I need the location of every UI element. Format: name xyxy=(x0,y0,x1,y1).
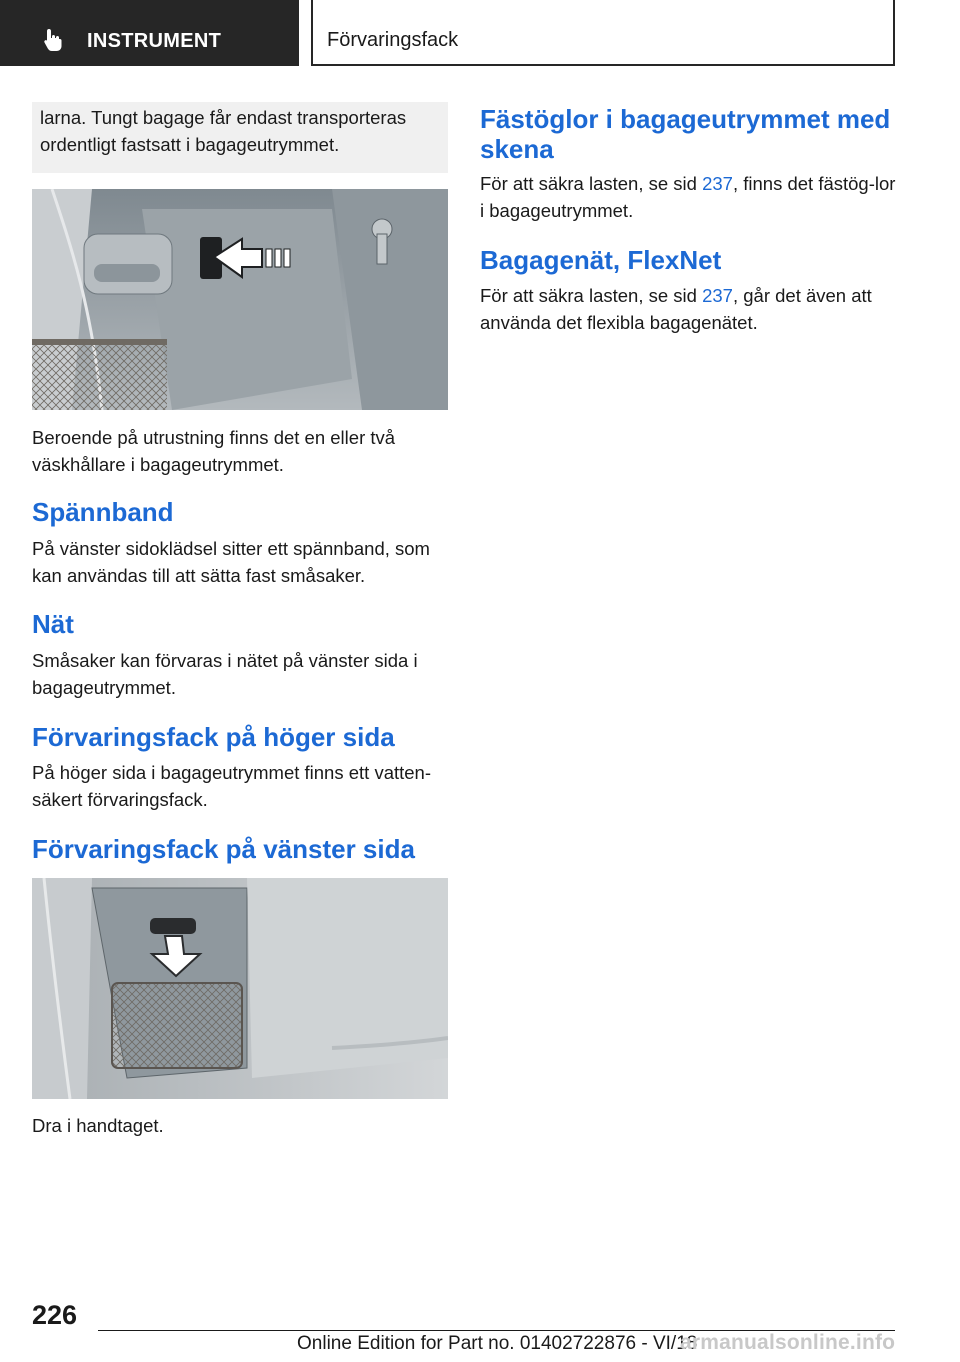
right-side-paragraph: På höger sida i bagageutrymmet finns ett vatten-säkert förvaringsfack. xyxy=(32,762,431,810)
strap-paragraph: På vänster sidoklädsel sitter ett spännband, som kan användas till att sätta fast småsaker. xyxy=(32,538,430,586)
heading-strap: Spännband xyxy=(32,497,174,527)
heading-flexnet: Bagagenät, FlexNet xyxy=(480,245,722,275)
lashing-paragraph xyxy=(480,170,898,224)
heading-right-side-compartment: Förvaringsfack på höger sida xyxy=(32,722,395,752)
pointing-hand-icon xyxy=(40,27,66,53)
heading-lashing-eyes: Fästöglor i bagageutrymmet med skena xyxy=(480,104,891,164)
section-title: Förvaringsfack xyxy=(327,29,459,51)
lashing-text: För att säkra lasten, se sid xyxy=(480,173,703,194)
flexnet-paragraph xyxy=(480,282,898,336)
section-header xyxy=(311,0,895,66)
pull-handle-paragraph: Dra i handtaget. xyxy=(32,1115,164,1136)
note-box xyxy=(32,102,448,173)
flexnet-text: För att säkra lasten, se sid xyxy=(480,285,703,306)
chapter-tab[interactable] xyxy=(0,0,299,66)
edition-text: Online Edition for Part no. 01402722876 - VI/18 xyxy=(297,1333,698,1354)
chapter-tab-label: INSTRUMENT xyxy=(87,30,222,52)
note-text: larna. Tungt bagage får endast transporteras ordentligt fastsatt i bagageutrymmet. xyxy=(40,107,407,155)
side-compartment-photo xyxy=(32,878,448,1099)
heading-left-side-compartment: Förvaringsfack på vänster sida xyxy=(32,834,415,864)
luggage-compartment-photo xyxy=(32,189,448,410)
lashing-text-end: , finns det fästög-lor i bagageutrymmet. xyxy=(480,173,896,221)
net-paragraph: Småsaker kan förvaras i nätet på vänster sida i bagageutrymmet. xyxy=(32,650,418,698)
bag-hooks-paragraph: Beroende på utrustning finns det en eller två väskhållare i bagageutrymmet. xyxy=(32,427,396,475)
heading-net: Nät xyxy=(32,609,74,639)
page-link-237[interactable]: 237 xyxy=(702,173,733,194)
watermark: armanualsonline.info xyxy=(680,1331,896,1354)
flexnet-text-end: , går det även att använda det flexibla bagagenätet. xyxy=(480,285,872,333)
page-number: 226 xyxy=(32,1300,78,1330)
page-link-237[interactable]: 237 xyxy=(702,285,733,306)
